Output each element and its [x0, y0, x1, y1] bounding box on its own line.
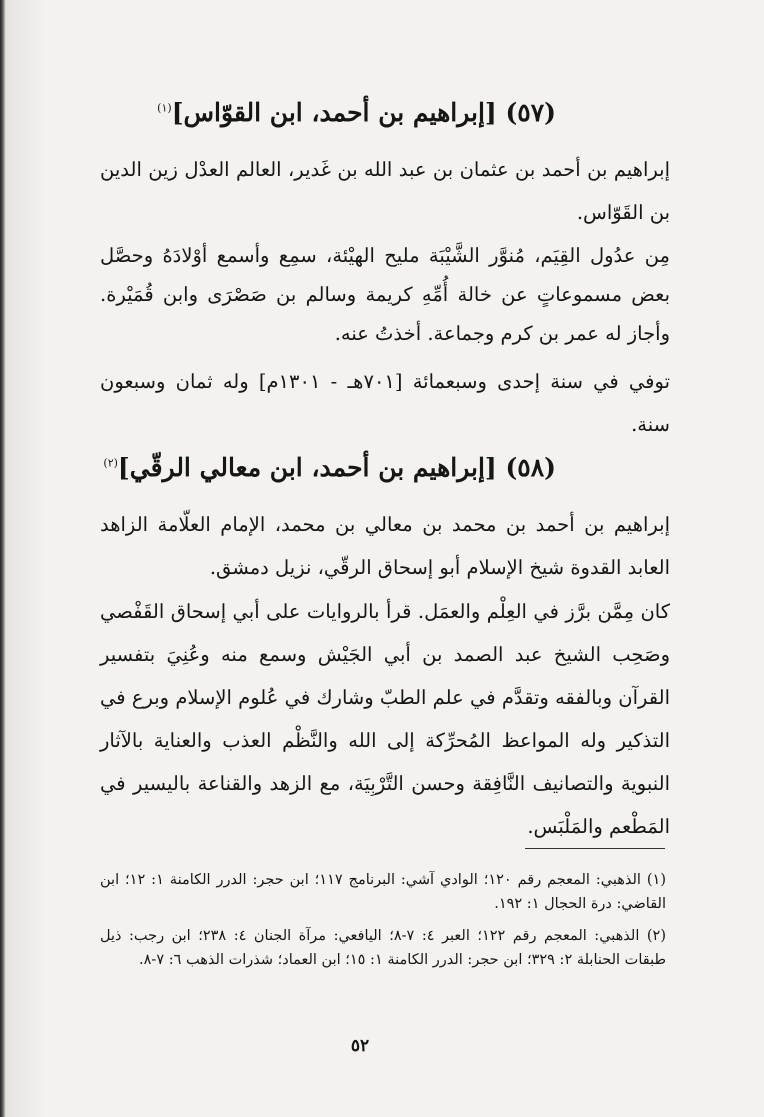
entry-58-number: (٥٨) — [505, 453, 556, 482]
entry-57-note-ref[interactable]: (١) — [157, 101, 172, 115]
entry-58-note-ref[interactable]: (٢) — [103, 456, 118, 470]
entry-58-para-1: إبراهيم بن أحمد بن محمد بن معالي بن محمد، الإمام العلّامة الزاهد العابد القدوة شيخ الإسلام أبو إسحاق الرقّي، نزيل دمشق. — [100, 513, 670, 579]
footnote-2: (٢) الذهبي: المعجم رقم ١٢٢؛ العبر ٤: ٧-٨؛ اليافعي: مرآة الجنان ٤: ٢٣٨؛ ابن رجب: ذيل طبقات الحنابلة ٢: ٣٢٩؛ ابن حجر: الدرر الكامنة ١: ١٥؛ ابن العماد؛ شذرات الذهب ٦: ٧-٨. — [100, 928, 666, 968]
entry-58-body — [100, 503, 670, 589]
page-number: ٥٢ — [350, 1036, 370, 1056]
entry-57-title: [إبراهيم بن أحمد، ابن القوّاس] — [171, 98, 497, 127]
entry-57-para-3: توفي في سنة إحدى وسبعمائة [٧٠١هـ - ١٣٠١م] وله ثمان وسبعون سنة. — [100, 370, 671, 436]
footnote-1: (١) الذهبي: المعجم رقم ١٢٠؛ الوادي آشي: البرنامج ١١٧؛ ابن حجر: الدرر الكامنة ١: ١٢؛ ابن القاضي: درة الحجال ١: ١٩٢. — [100, 872, 667, 912]
entry-58-title: [إبراهيم بن أحمد، ابن معالي الرقّي] — [117, 453, 497, 482]
entry-57-para-2: مِن عدُول القِيَم، مُنوَّر الشَّيْبَة مليح الهيْئة، سمِع وأسمع أوْلادَهُ وحصَّل بعض مسموعاتٍ عن خالة أُمِّهِ كريمة وسالم بن صَصْرَى وابن قُمَيْرة. وأجاز له عمر بن كرم وجماعة. أخذتُ عنه. — [100, 244, 670, 345]
entry-57-number: (٥٧) — [505, 98, 556, 127]
scan-shadow — [6, 0, 46, 1117]
entry-58-heading — [100, 453, 556, 482]
entry-57-para-1: إبراهيم بن أحمد بن عثمان بن عبد الله بن غَدير، العالم العدْل زين الدين بن القَوّاس. — [100, 158, 670, 224]
entry-58-para-2: كان مِمَّن برَّز في العِلْم والعمَل. قرأ بالروايات على أبي إسحاق القَفْصي وصَحِب الشيخ عبد الصمد بن أبي الجَيْش وسمع منه وعُنِيَ بتفسير القرآن وبالفقه وتقدَّم في علم الطبّ وشارك في عُلوم الإسلام وبرع في التذكير وله المواعظ المُحرِّكة إلى الله والنَّظْم العذب والعناية بالآثار النبوية والتصانيف النَّافِقة وحسن التَّرْبِيَة، مع الزهد والقناعة باليسير في المَطْعم والمَلْبَس. — [100, 600, 670, 838]
footnote-divider — [525, 848, 665, 849]
entry-57-body-2 — [100, 236, 670, 353]
entry-57-body-3 — [100, 360, 670, 446]
entry-58-body-2 — [100, 590, 670, 848]
entry-57-heading — [100, 98, 556, 127]
entry-57-body — [100, 148, 670, 234]
